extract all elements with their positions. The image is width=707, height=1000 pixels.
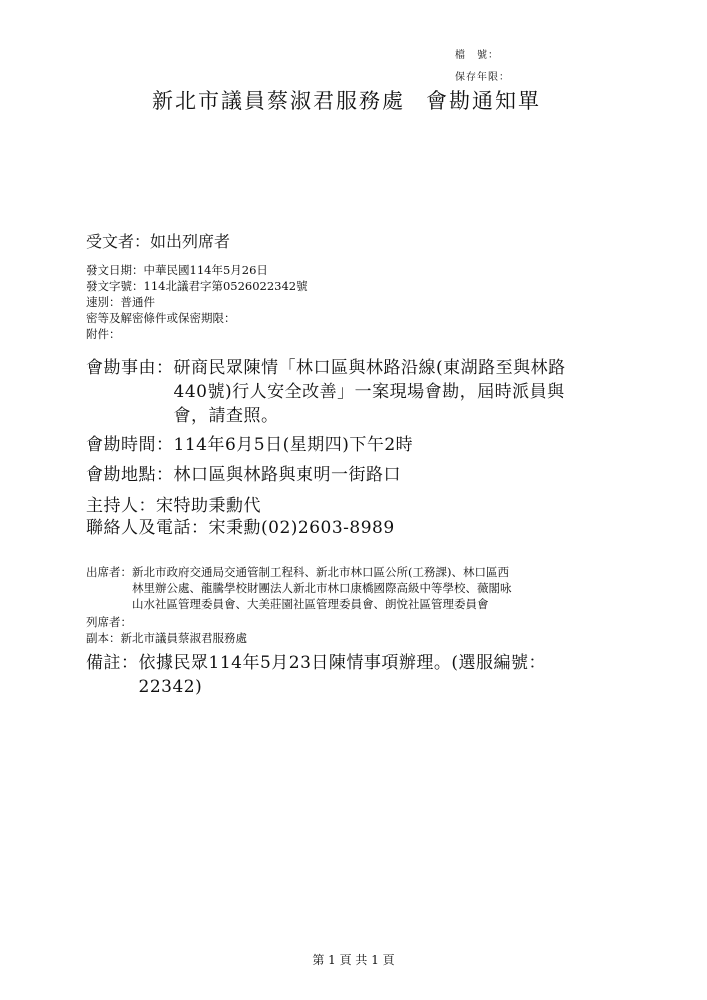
- subject-line-3: 會，請查照。: [173, 406, 279, 426]
- document-type-title: 會勘通知單: [426, 89, 541, 113]
- attendees-label: 出席者：: [86, 565, 132, 579]
- subject-label: 會勘事由：: [86, 358, 174, 378]
- page-number-footer: 第 1 頁 共 1 頁: [312, 953, 395, 967]
- host-line: 主持人：宋特助秉勳代: [86, 496, 261, 516]
- remark-line-1: 依據民眾114年5月23日陳情事項辦理。(選服編號：: [138, 653, 547, 673]
- inspection-time: 會勘時間：114年6月5日(星期四)下午2時: [86, 435, 414, 455]
- delivery-speed: 速別：普通件: [86, 295, 155, 309]
- inspection-place: 會勘地點：林口區與林路與東明一街路口: [86, 465, 401, 485]
- observers-line: 列席者：: [86, 615, 132, 629]
- inspection-subject: [86, 356, 566, 428]
- attendees-line-2: 林里辦公處、龍騰學校財團法人新北市林口康橋國際高級中等學校、薇閣咏: [132, 581, 512, 595]
- remark-label: 備註：: [86, 653, 139, 673]
- attendees-block: [86, 564, 512, 612]
- copy-line: 副本：新北市議員蔡淑君服務處: [86, 631, 247, 645]
- remark-block: [86, 651, 546, 699]
- attendees-line-1: 新北市政府交通局交通管制工程科、新北市林口區公所(工務課)、林口區西: [132, 565, 509, 579]
- attachment-line: 附件：: [86, 327, 121, 341]
- remark-line-2: 22342): [138, 677, 203, 697]
- subject-line-1: 研商民眾陳情「林口區與林路沿線(東湖路至與林路: [173, 358, 566, 378]
- retention-period-label: 保存年限：: [455, 72, 510, 83]
- file-number-label: 檔 號：: [455, 50, 499, 61]
- office-title: 新北市議員蔡淑君服務處: [152, 89, 405, 113]
- attendees-line-3: 山水社區管理委員會、大美莊園社區管理委員會、朗悅社區管理委員會: [132, 597, 489, 611]
- recipient-line: 受文者：如出列席者: [86, 232, 231, 251]
- issue-date: 發文日期：中華民國114年5月26日: [86, 263, 268, 277]
- contact-line: 聯絡人及電話：宋秉勳(02)2603-8989: [86, 518, 395, 538]
- document-number: 發文字號：114北議君字第0526022342號: [86, 279, 308, 293]
- subject-line-2: 440號)行人安全改善」一案現場會勘，屆時派員與: [173, 382, 565, 402]
- secrecy-level: 密等及解密條件或保密期限：: [86, 311, 236, 325]
